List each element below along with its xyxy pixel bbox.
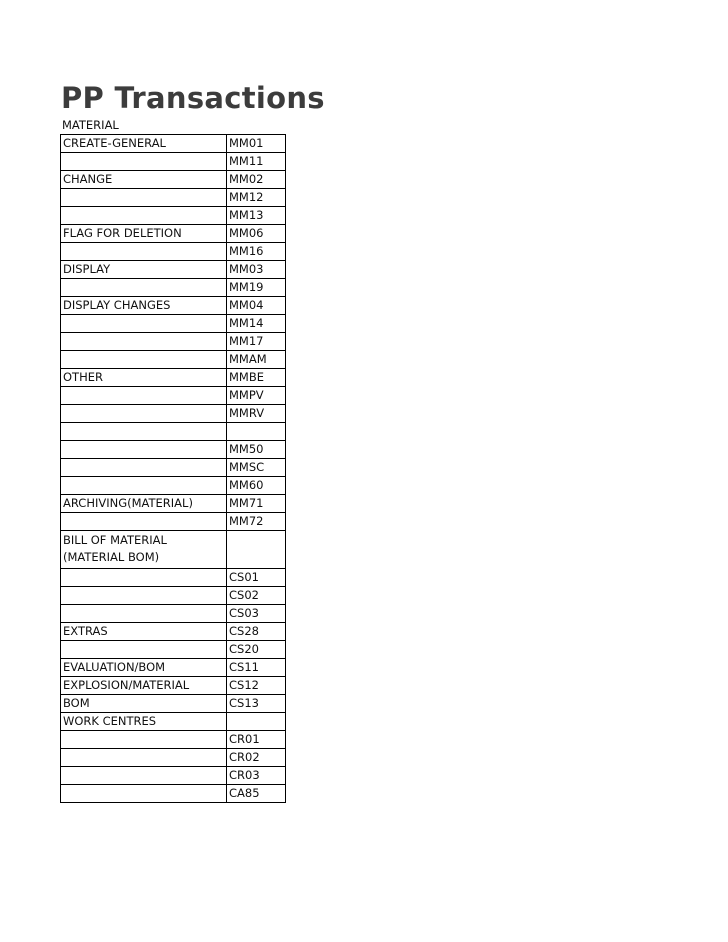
table-row — [61, 135, 286, 153]
transaction-code-cell: CR02 — [227, 749, 286, 767]
table-row — [61, 225, 286, 243]
table-row — [61, 189, 286, 207]
transaction-label-cell: EXTRAS — [61, 623, 227, 641]
transaction-code-cell: MM50 — [227, 441, 286, 459]
table-row — [61, 369, 286, 387]
transaction-code-cell: MM11 — [227, 153, 286, 171]
table-row — [61, 405, 286, 423]
section-header: MATERIAL — [62, 118, 119, 132]
table-row — [61, 171, 286, 189]
table-row — [61, 605, 286, 623]
table-row — [61, 243, 286, 261]
transaction-code-cell: MMSC — [227, 459, 286, 477]
table-row — [61, 261, 286, 279]
page-title: PP Transactions — [61, 81, 325, 115]
table-row — [61, 767, 286, 785]
transaction-code-cell: CS20 — [227, 641, 286, 659]
transaction-label-cell — [61, 587, 227, 605]
table-row — [61, 641, 286, 659]
transaction-code-cell: MM04 — [227, 297, 286, 315]
table-row — [61, 587, 286, 605]
table-row — [61, 749, 286, 767]
transaction-label-cell — [61, 641, 227, 659]
transaction-label-cell — [61, 189, 227, 207]
transaction-code-cell: CR03 — [227, 767, 286, 785]
table-row — [61, 279, 286, 297]
transaction-label-cell — [61, 569, 227, 587]
table-row — [61, 659, 286, 677]
table-row — [61, 423, 286, 441]
transaction-code-cell: MMPV — [227, 387, 286, 405]
transaction-code-cell: MMAM — [227, 351, 286, 369]
transaction-label-cell: EXPLOSION/MATERIAL — [61, 677, 227, 695]
transaction-code-cell: MM60 — [227, 477, 286, 495]
table-row — [61, 677, 286, 695]
table-row — [61, 569, 286, 587]
transaction-code-cell: CS13 — [227, 695, 286, 713]
transaction-code-cell: CA85 — [227, 785, 286, 803]
table-row — [61, 351, 286, 369]
transaction-code-cell: MM19 — [227, 279, 286, 297]
transaction-label-cell — [61, 477, 227, 495]
transaction-label-cell: FLAG FOR DELETION — [61, 225, 227, 243]
transaction-code-cell: MM02 — [227, 171, 286, 189]
table-row — [61, 785, 286, 803]
transaction-label-cell: WORK CENTRES — [61, 713, 227, 731]
transaction-label-cell — [61, 405, 227, 423]
transaction-label-cell: BILL OF MATERIAL (MATERIAL BOM) — [61, 531, 227, 569]
transaction-code-cell: MMBE — [227, 369, 286, 387]
transaction-label-cell: OTHER — [61, 369, 227, 387]
table-row — [61, 731, 286, 749]
transaction-code-cell: MM01 — [227, 135, 286, 153]
transaction-label-cell: EVALUATION/BOM — [61, 659, 227, 677]
transaction-label-cell — [61, 351, 227, 369]
transaction-code-cell — [227, 713, 286, 731]
transaction-code-cell — [227, 531, 286, 569]
transaction-label-cell — [61, 785, 227, 803]
transaction-code-cell: MM13 — [227, 207, 286, 225]
transaction-label-cell: DISPLAY CHANGES — [61, 297, 227, 315]
transaction-label-cell — [61, 333, 227, 351]
transaction-code-cell: CS03 — [227, 605, 286, 623]
table-row — [61, 477, 286, 495]
transaction-label-cell — [61, 153, 227, 171]
transaction-code-cell: CS28 — [227, 623, 286, 641]
transaction-label-cell — [61, 767, 227, 785]
transaction-code-cell: MM16 — [227, 243, 286, 261]
transaction-code-cell: MM72 — [227, 513, 286, 531]
table-row — [61, 713, 286, 731]
transaction-label-cell: ARCHIVING(MATERIAL) — [61, 495, 227, 513]
transaction-label-cell — [61, 243, 227, 261]
page-title-container — [61, 78, 325, 118]
transaction-label-cell — [61, 279, 227, 297]
transaction-code-cell: MM12 — [227, 189, 286, 207]
transaction-label-cell — [61, 731, 227, 749]
transaction-label-cell — [61, 387, 227, 405]
table-row — [61, 153, 286, 171]
transaction-label-cell — [61, 423, 227, 441]
transaction-code-cell: MM14 — [227, 315, 286, 333]
table-row — [61, 695, 286, 713]
transaction-label-cell — [61, 459, 227, 477]
transaction-label-cell: CHANGE — [61, 171, 227, 189]
transaction-label-cell: CREATE-GENERAL — [61, 135, 227, 153]
transaction-code-cell: MMRV — [227, 405, 286, 423]
transaction-code-cell: MM03 — [227, 261, 286, 279]
transaction-label-cell — [61, 605, 227, 623]
table-row — [61, 315, 286, 333]
table-row — [61, 441, 286, 459]
transaction-code-cell: CS12 — [227, 677, 286, 695]
transaction-code-cell: CS11 — [227, 659, 286, 677]
transaction-label-cell — [61, 749, 227, 767]
transaction-code-cell: MM17 — [227, 333, 286, 351]
table-row — [61, 333, 286, 351]
transaction-label-cell: BOM — [61, 695, 227, 713]
table-row — [61, 513, 286, 531]
table-row — [61, 297, 286, 315]
transaction-table — [60, 134, 286, 803]
table-row — [61, 459, 286, 477]
table-row — [61, 623, 286, 641]
table-row — [61, 207, 286, 225]
table-row — [61, 387, 286, 405]
transaction-code-cell: CR01 — [227, 731, 286, 749]
transaction-label-cell — [61, 207, 227, 225]
transaction-code-cell: MM06 — [227, 225, 286, 243]
transaction-code-cell: CS01 — [227, 569, 286, 587]
table-row — [61, 495, 286, 513]
transaction-label-cell — [61, 513, 227, 531]
transaction-label-cell: DISPLAY — [61, 261, 227, 279]
table-row — [61, 531, 286, 569]
transaction-code-cell: CS02 — [227, 587, 286, 605]
transaction-code-cell — [227, 423, 286, 441]
transaction-label-cell — [61, 441, 227, 459]
transaction-code-cell: MM71 — [227, 495, 286, 513]
transaction-label-cell — [61, 315, 227, 333]
